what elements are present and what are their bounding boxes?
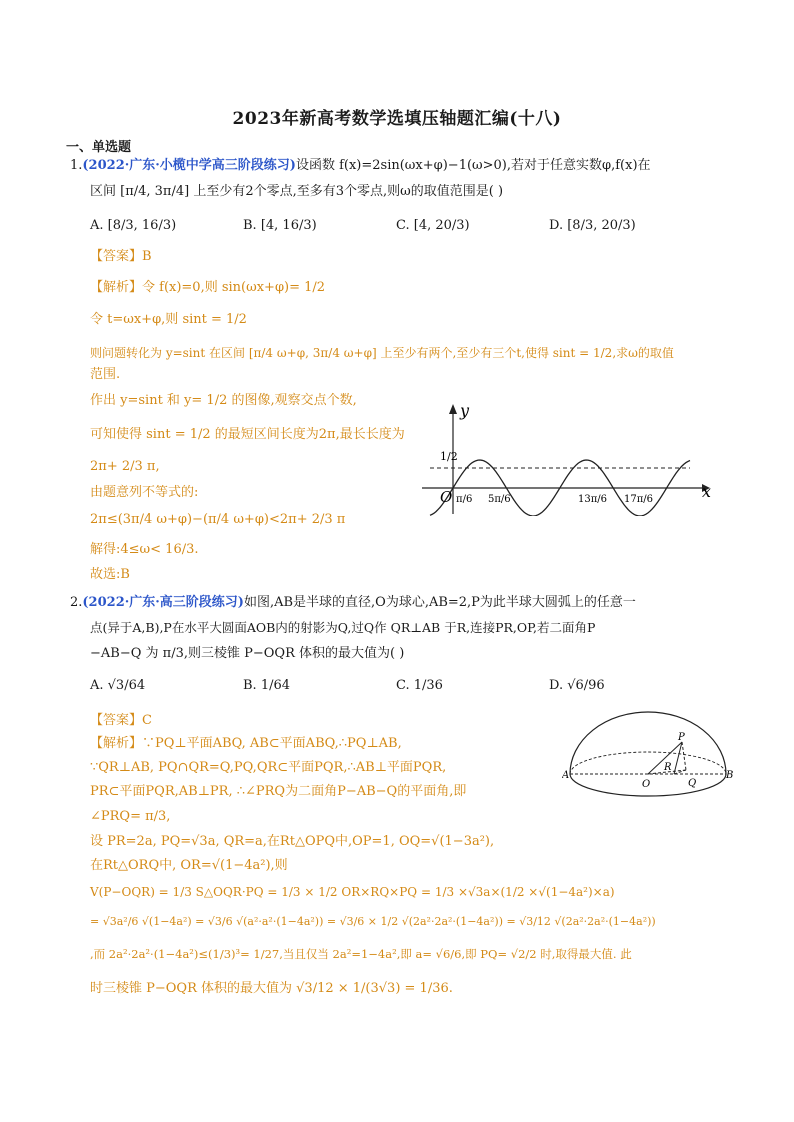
q1-source: (2022·广东·小榄中学高三阶段练习) (82, 158, 296, 173)
q1-solution-8: 由题意列不等式的: (90, 485, 199, 500)
q1-number: 1. (70, 158, 83, 173)
label-b: B (726, 770, 734, 781)
q1-stem-2: 区间 [π/4, 3π/4] 上至少有2个零点,至多有3个零点,则ω的取值范围是( ) (90, 184, 504, 199)
q1-solution-4: 范围. (90, 367, 121, 382)
q1-solution-10: 解得:4≤ω< 16/3. (90, 542, 199, 557)
q2-option-b: B. 1/64 (243, 678, 291, 693)
q2-hemisphere-figure (562, 708, 734, 804)
q2-stem-line-1 (70, 594, 636, 612)
half-label: 1/2 (440, 450, 458, 463)
q2-solution-7: V(P−OQR) = 1/3 S△OQR·PQ = 1/3 × 1/2 OR×RQ×PQ = 1/3 ×√3a×(1/2 ×√(1−4a²)×a) (90, 885, 615, 899)
q2-solution-3: PR⊂平面PQR,AB⊥PR, ∴∠PRQ为二面角P−AB−Q的平面角,即 (90, 784, 467, 799)
q1-solution-2: 令 t=ωx+φ,则 sint = 1/2 (90, 312, 247, 327)
q1-stem-line-1 (70, 157, 651, 175)
q2-option-a: A. √3/64 (90, 678, 146, 693)
q1-solution-11: 故选:B (90, 567, 130, 582)
origin-label: O (440, 488, 453, 506)
q2-number: 2. (70, 595, 83, 610)
q2-solution-4: ∠PRQ= π/3, (90, 809, 171, 824)
q2-source: (2022·广东·高三阶段练习) (82, 595, 244, 610)
tick-label-3: 13π/6 (578, 494, 608, 505)
q2-solution-1: 【解析】∵PQ⊥平面ABQ, AB⊂平面ABQ,∴PQ⊥AB, (90, 736, 402, 751)
q1-solution-7: 2π+ 2/3 π, (90, 459, 160, 474)
segment-pr (674, 742, 682, 774)
label-a: A (562, 770, 570, 781)
page-title: 2023年新高考数学选填压轴题汇编(十八) (232, 109, 562, 129)
q1-answer: 【答案】B (90, 249, 152, 264)
q2-solution-5: 设 PR=2a, PQ=√3a, QR=a,在Rt△OPQ中,OP=1, OQ=√(1−3a²), (90, 834, 495, 849)
base-ellipse-back (570, 752, 726, 774)
q1-sine-graph (418, 398, 718, 516)
q1-stem-1: 设函数 f(x)=2sin(ωx+φ)−1(ω>0),若对于任意实数φ,f(x)在 (295, 158, 651, 173)
tick-label-4: 17π/6 (624, 494, 654, 505)
q2-stem-1: 如图,AB是半球的直径,O为球心,AB=2,P为此半球大圆弧上的任意一 (243, 595, 636, 610)
q2-solution-8: = √3a²/6 √(1−4a²) = √3/6 √(a²·a²·(1−4a²)) = √3/6 × 1/2 √(2a²·2a²·(1−4a²)) = √3/12 √(2a²·2a²·(1−4a²)) (90, 915, 656, 928)
q2-solution-6: 在Rt△ORQ中, OR=√(1−4a²),则 (90, 858, 288, 873)
q1-solution-3: 则问题转化为 y=sint 在区间 [π/4 ω+φ, 3π/4 ω+φ] 上至少有两个,至少有三个t,使得 sint = 1/2,求ω的取值 (90, 346, 674, 360)
hemisphere-arc (570, 712, 726, 774)
label-o: O (642, 779, 651, 790)
segment-pq (682, 742, 686, 770)
q2-stem-2: 点(异于A,B),P在水平大圆面AOB内的射影为Q,过Q作 QR⊥AB 于R,连接PR,OP,若二面角P (90, 620, 596, 635)
q1-solution-1: 【解析】令 f(x)=0,则 sin(ωx+φ)= 1/2 (90, 280, 326, 295)
y-axis-arrow (449, 404, 457, 414)
tick-label-1: π/6 (456, 494, 473, 505)
label-q: Q (688, 778, 697, 789)
q2-solution-10: 时三棱锥 P−OQR 体积的最大值为 √3/12 × 1/(3√3) = 1/36. (90, 981, 453, 996)
q1-solution-9: 2π≤(3π/4 ω+φ)−(π/4 ω+φ)<2π+ 2/3 π (90, 512, 346, 527)
y-label: y (460, 401, 470, 420)
q2-solution-9: ,而 2a²·2a²·(1−4a²)≤(1/3)³= 1/27,当且仅当 2a²=1−4a²,即 a= √6/6,即 PQ= √2/2 时,取得最大值. 此 (90, 947, 632, 961)
q2-solution-2: ∵QR⊥AB, PQ∩QR=Q,PQ,QR⊂平面PQR,∴AB⊥平面PQR, (90, 760, 447, 775)
q1-solution-6: 可知使得 sint = 1/2 的最短区间长度为2π,最长长度为 (90, 427, 405, 442)
q1-option-a: A. [8/3, 16/3) (90, 218, 177, 233)
q2-option-d: D. √6/96 (549, 678, 605, 693)
x-label: x (702, 482, 712, 501)
label-r: R (664, 762, 672, 773)
q1-solution-5: 作出 y=sint 和 y= 1/2 的图像,观察交点个数, (90, 393, 357, 408)
section-heading: 一、单选题 (66, 140, 132, 155)
q2-answer: 【答案】C (90, 713, 152, 728)
q1-option-c: C. [4, 20/3) (396, 218, 470, 233)
q1-option-d: D. [8/3, 20/3) (549, 218, 636, 233)
label-p: P (678, 732, 685, 743)
q2-stem-3: −AB−Q 为 π/3,则三棱锥 P−OQR 体积的最大值为( ) (90, 646, 405, 661)
q1-option-b: B. [4, 16/3) (243, 218, 317, 233)
tick-label-2: 5π/6 (488, 494, 511, 505)
q2-option-c: C. 1/36 (396, 678, 443, 693)
